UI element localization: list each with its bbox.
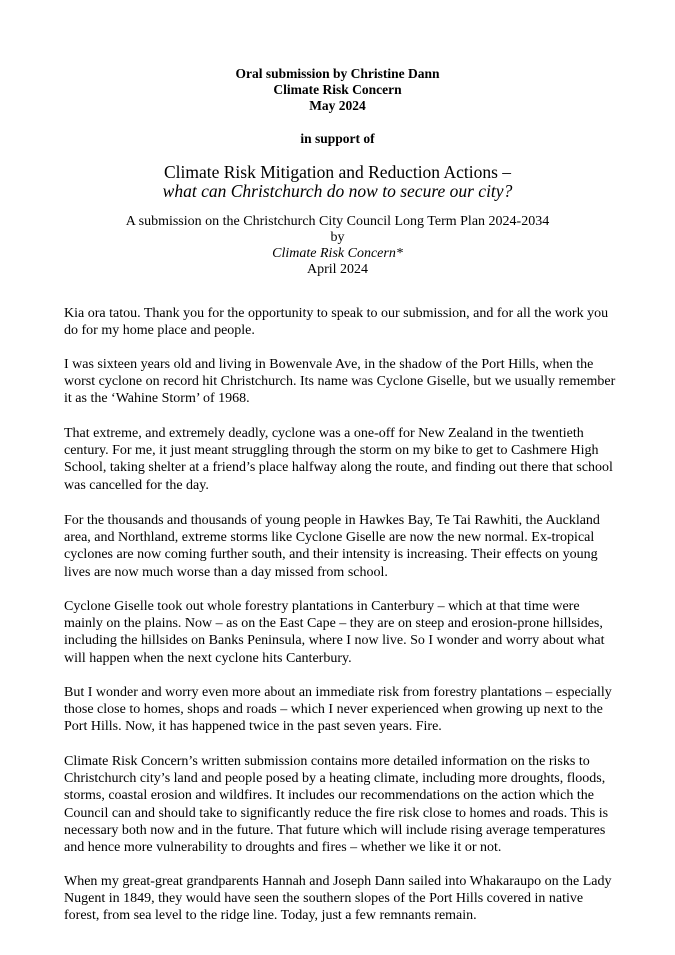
paragraph-school-day: That extreme, and extremely deadly, cyclone was a one-off for New Zealand in the twentieth century. For me, it just meant struggling through the storm on my bike to get to Cashmere High School, taking shelter at a friend’s place halfway along the route, and finding out there that school was cancelled for the day. (64, 426, 613, 493)
paragraph-fire-risk: But I wonder and worry even more about an immediate risk from forestry plantations – especially those close to homes, shops and roads – which I never experienced when growing up next to the Port Hills. Now, it has happened twice in the past seven years. Fire. (64, 685, 612, 735)
paragraph-greeting: Kia ora tatou. Thank you for the opportunity to speak to our submission, and for all the work you do for my home place and people. (64, 306, 609, 339)
paragraph-written-submission: Climate Risk Concern’s written submission contains more detailed information on the risks to Christchurch city’s land and people posed by a heating climate, including more droughts, floods, storms, coastal erosion and wildfires. It includes our recommendations on the action which the Council can and should take to significantly reduce the fire risk close to homes and roads. This is necessary both now and in the future. That future which will include rising average temperatures and hence more vulnerability to droughts and fires – whether we like it or not. (64, 754, 609, 856)
submission-by: by (330, 230, 345, 245)
paragraph-forestry: Cyclone Giselle took out whole forestry plantations in Canterbury – which at that time were mainly on the plains. Now – as on the East Cape – they are on steep and erosion-prone hillsides, including the hillsides on Banks Peninsula, where I now live. So I wonder and worry about what will happen when the next cyclone hits Canterbury. (64, 599, 605, 666)
header-date: May 2024 (309, 98, 366, 113)
paragraph-young-people: For the thousands and thousands of young people in Hawkes Bay, Te Tai Rawhiti, the Auckland area, and Northland, extreme storms like Cyclone Giselle are now the new normal. Ex-tropical cyclones are now coming further south, and their intensity is increasing. Their effects on young lives are now much worse than a day missed from school. (64, 513, 600, 580)
header-support: in support of (300, 131, 375, 146)
submission-organisation: Climate Risk Concern* (272, 246, 403, 261)
document-subtitle: what can Christchurch do now to secure our city? (162, 181, 513, 201)
header-organisation: Climate Risk Concern (273, 82, 402, 97)
submission-date: April 2024 (306, 262, 369, 277)
paragraph-ancestors: When my great-great grandparents Hannah and Joseph Dann sailed into Whakaraupo on the Lady Nugent in 1849, they would have seen the southern slopes of the Port Hills covered in native forest, from sea level to the ridge line. Today, just a few remnants remain. (64, 874, 612, 924)
document-title: Climate Risk Mitigation and Reduction Actions – (163, 162, 512, 182)
submission-description: A submission on the Christchurch City Council Long Term Plan 2024-2034 (125, 214, 550, 229)
paragraph-cyclone-memory: I was sixteen years old and living in Bowenvale Ave, in the shadow of the Port Hills, when the worst cyclone on record hit Christchurch. Its name was Cyclone Giselle, but we usually remember it as the ‘Wahine Storm’ of 1968. (64, 357, 616, 407)
header-author: Oral submission by Christine Dann (235, 66, 440, 81)
